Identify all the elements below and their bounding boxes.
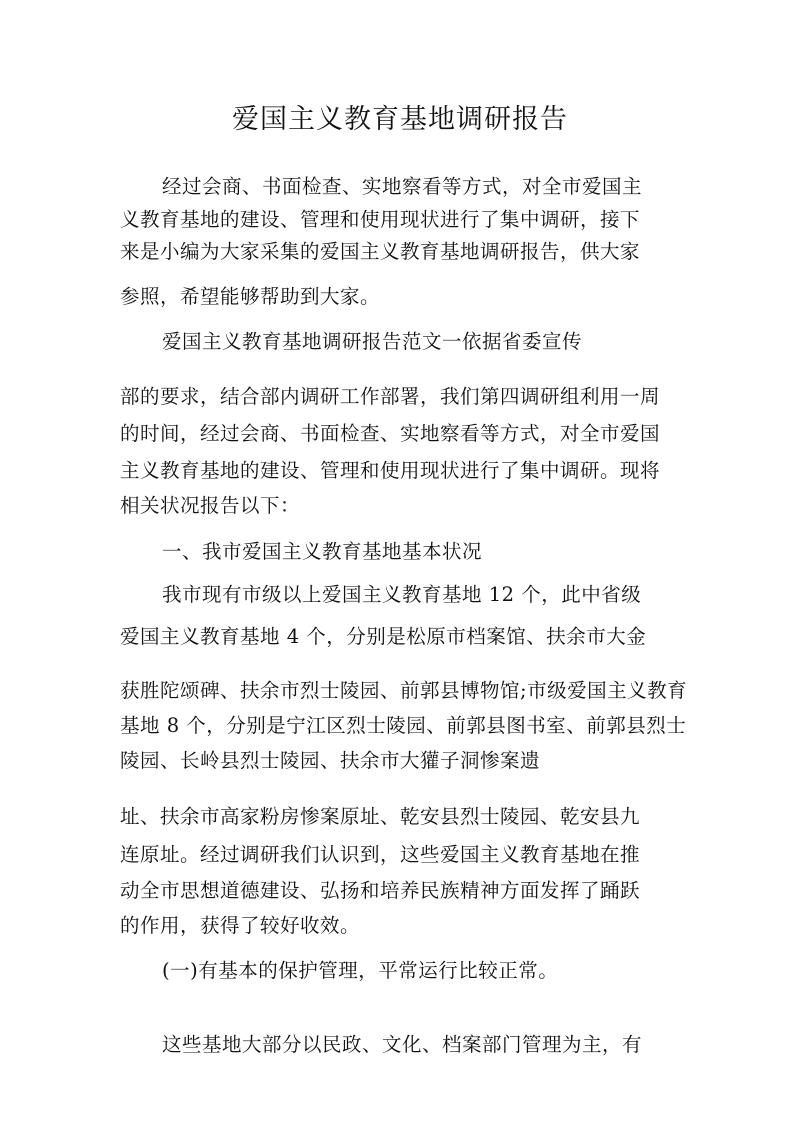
body-line: 连原址。经过调研我们认识到，这些爱国主义教育基地在推 <box>120 843 641 866</box>
document-title: 爱国主义教育基地调研报告 <box>232 104 568 135</box>
body-line: 基地 8 个，分别是宁江区烈士陵园、前郭县图书室、前郭县烈士 <box>120 714 687 737</box>
body-line: 爱国主义教育基地 4 个，分别是松原市档案馆、扶余市大金 <box>120 625 647 648</box>
body-line: 部的要求，结合部内调研工作部署，我们第四调研组利用一周 <box>120 385 661 408</box>
body-line: 这些基地大部分以民政、文化、档案部门管理为主，有 <box>162 1033 643 1056</box>
body-line: 义教育基地的建设、管理和使用现状进行了集中调研，接下 <box>120 208 641 231</box>
section-heading: 一、我市爱国主义教育基地基本状况 <box>162 540 483 563</box>
body-line: 主义教育基地的建设、管理和使用现状进行了集中调研。现将 <box>120 459 661 482</box>
body-line: 的作用，获得了较好收效。 <box>120 914 361 937</box>
body-line: 经过会商、书面检查、实地察看等方式，对全市爱国主 <box>162 175 643 198</box>
body-line: 动全市思想道德建设、弘扬和培养民族精神方面发挥了踊跃 <box>120 879 641 902</box>
body-line: 获胜陀颂碑、扶余市烈士陵园、前郭县博物馆;市级爱国主义教育 <box>120 679 688 702</box>
body-line: 址、扶余市高家粉房惨案原址、乾安县烈士陵园、乾安县九 <box>120 805 641 828</box>
subsection-heading: (一)有基本的保护管理，平常运行比较正常。 <box>162 959 559 982</box>
body-line: 来是小编为大家采集的爱国主义教育基地调研报告，供大家 <box>120 240 641 263</box>
body-line: 我市现有市级以上爱国主义教育基地 12 个，此中省级 <box>162 583 642 606</box>
body-line: 的时间，经过会商、书面检查、实地察看等方式，对全市爱国 <box>120 422 661 445</box>
body-line: 陵园、长岭县烈士陵园、扶余市大獾子洞惨案遗 <box>120 749 541 772</box>
body-line: 爱国主义教育基地调研报告范文一依据省委宣传 <box>162 330 583 353</box>
body-line: 相关状况报告以下： <box>120 494 301 517</box>
body-line: 参照，希望能够帮助到大家。 <box>120 285 381 308</box>
